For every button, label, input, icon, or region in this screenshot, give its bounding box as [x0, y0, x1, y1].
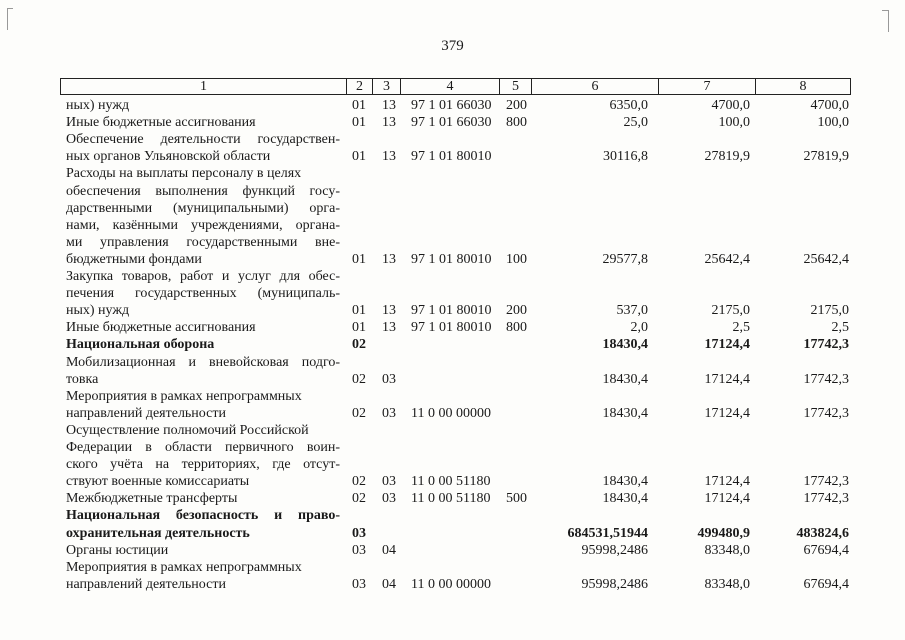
row-cell-c6: 18430,4: [602, 491, 648, 506]
row-cell-c5: 200: [506, 303, 527, 318]
table-row: [0, 218, 905, 234]
row-cell-c7: 2175,0: [711, 303, 750, 318]
row-cell-c2: 02: [352, 491, 366, 506]
header-col-7: 7: [659, 79, 756, 94]
row-cell-c7: 2,5: [732, 320, 750, 335]
row-cell-c6: 95998,2486: [581, 543, 648, 558]
row-name: Закупка товаров, работ и услуг для обес-: [66, 269, 340, 284]
row-cell-c2: 03: [352, 577, 366, 592]
row-cell-c7: 499480,9: [697, 526, 750, 541]
row-cell-c3: 04: [382, 577, 396, 592]
row-cell-c2: 02: [352, 474, 366, 489]
row-name: нами, казёнными учреждениями, органа-: [66, 218, 340, 233]
row-cell-c8: 2175,0: [810, 303, 849, 318]
row-cell-c2: 01: [352, 252, 366, 267]
row-cell-c8: 483824,6: [796, 526, 849, 541]
header-col-6: 6: [532, 79, 659, 94]
row-cell-c8: 17742,3: [803, 474, 849, 489]
table-row: [0, 526, 905, 542]
table-row: [0, 423, 905, 439]
row-cell-c8: 17742,3: [803, 406, 849, 421]
row-cell-c7: 17124,4: [704, 337, 750, 352]
table-row: [0, 508, 905, 524]
table-row: [0, 372, 905, 388]
table-row: [0, 115, 905, 131]
table-row: [0, 235, 905, 251]
row-cell-c3: 03: [382, 372, 396, 387]
row-cell-c6: 2,0: [630, 320, 648, 335]
row-cell-c4: 97 1 01 66030: [411, 98, 492, 113]
row-name: охранительная деятельность: [66, 526, 250, 541]
table-row: [0, 406, 905, 422]
row-cell-c7: 27819,9: [704, 149, 750, 164]
row-name: Органы юстиции: [66, 543, 169, 558]
header-col-3: 3: [373, 79, 401, 94]
table-row: [0, 474, 905, 490]
table-row: [0, 320, 905, 336]
row-name: Национальная безопасность и право-: [66, 508, 340, 523]
table-row: [0, 269, 905, 285]
row-cell-c8: 17742,3: [803, 372, 849, 387]
table-row: [0, 303, 905, 319]
row-name: Расходы на выплаты персоналу в целях: [66, 166, 302, 181]
row-cell-c7: 83348,0: [704, 543, 750, 558]
row-cell-c7: 17124,4: [704, 474, 750, 489]
row-cell-c8: 100,0: [817, 115, 849, 130]
row-name: направлений деятельности: [66, 577, 226, 592]
row-cell-c8: 67694,4: [803, 577, 849, 592]
row-name: ствуют военные комиссариаты: [66, 474, 250, 489]
row-cell-c6: 95998,2486: [581, 577, 648, 592]
row-cell-c4: 11 0 00 00000: [411, 577, 491, 592]
table-row: [0, 577, 905, 593]
row-cell-c7: 83348,0: [704, 577, 750, 592]
row-cell-c7: 17124,4: [704, 406, 750, 421]
row-cell-c4: 97 1 01 80010: [411, 252, 492, 267]
row-cell-c8: 4700,0: [810, 98, 849, 113]
row-name: Мероприятия в рамках непрограммных: [66, 389, 302, 404]
table-row: [0, 560, 905, 576]
page-number: 379: [441, 38, 464, 54]
row-cell-c7: 4700,0: [711, 98, 750, 113]
row-cell-c5: 500: [506, 491, 527, 506]
table-row: [0, 337, 905, 353]
row-cell-c2: 01: [352, 98, 366, 113]
row-name: Мобилизационная и вневойсковая подго-: [66, 355, 340, 370]
header-col-2: 2: [347, 79, 373, 94]
row-cell-c6: 6350,0: [609, 98, 648, 113]
row-cell-c4: 97 1 01 66030: [411, 115, 492, 130]
row-cell-c6: 18430,4: [602, 474, 648, 489]
header-col-4: 4: [401, 79, 500, 94]
row-cell-c3: 03: [382, 406, 396, 421]
row-cell-c6: 29577,8: [602, 252, 648, 267]
row-name: Осуществление полномочий Российской: [66, 423, 309, 438]
row-cell-c4: 97 1 01 80010: [411, 149, 492, 164]
row-cell-c4: 97 1 01 80010: [411, 303, 492, 318]
row-cell-c7: 17124,4: [704, 372, 750, 387]
row-cell-c8: 25642,4: [803, 252, 849, 267]
row-cell-c8: 17742,3: [803, 491, 849, 506]
row-cell-c2: 01: [352, 320, 366, 335]
row-name: обеспечения выполнения функций госу-: [66, 184, 340, 199]
row-cell-c3: 03: [382, 491, 396, 506]
row-cell-c7: 100,0: [718, 115, 750, 130]
row-cell-c5: 800: [506, 115, 527, 130]
table-row: [0, 166, 905, 182]
row-cell-c6: 537,0: [616, 303, 648, 318]
row-name: бюджетными фондами: [66, 252, 202, 267]
row-cell-c2: 02: [352, 372, 366, 387]
row-cell-c6: 25,0: [623, 115, 648, 130]
row-cell-c3: 13: [382, 149, 396, 164]
row-cell-c4: 11 0 00 51180: [411, 474, 491, 489]
table-row: [0, 355, 905, 371]
row-name: Федерации в области первичного воин-: [66, 440, 340, 455]
row-name: Межбюджетные трансферты: [66, 491, 238, 506]
row-cell-c2: 01: [352, 303, 366, 318]
row-cell-c3: 13: [382, 320, 396, 335]
table-row: [0, 98, 905, 114]
table-row: [0, 201, 905, 217]
row-cell-c8: 2,5: [831, 320, 849, 335]
table-row: [0, 286, 905, 302]
row-name: ского учёта на территориях, где отсут-: [66, 457, 340, 472]
row-name: Обеспечение деятельности государствен-: [66, 132, 340, 147]
row-name: печения государственных (муниципаль-: [66, 286, 340, 301]
row-cell-c8: 67694,4: [803, 543, 849, 558]
row-cell-c6: 18430,4: [602, 406, 648, 421]
table-row: [0, 491, 905, 507]
table-row: [0, 543, 905, 559]
row-name: Мероприятия в рамках непрограммных: [66, 560, 302, 575]
row-name: направлений деятельности: [66, 406, 226, 421]
row-cell-c2: 02: [352, 406, 366, 421]
row-cell-c6: 18430,4: [602, 337, 648, 352]
table-row: [0, 252, 905, 268]
row-cell-c3: 13: [382, 115, 396, 130]
row-cell-c7: 17124,4: [704, 491, 750, 506]
table-row: [0, 457, 905, 473]
row-cell-c4: 97 1 01 80010: [411, 320, 492, 335]
row-cell-c5: 200: [506, 98, 527, 113]
row-cell-c5: 100: [506, 252, 527, 267]
row-cell-c2: 01: [352, 149, 366, 164]
row-cell-c8: 17742,3: [803, 337, 849, 352]
row-name: дарственными (муниципальными) орга-: [66, 201, 340, 216]
row-cell-c2: 01: [352, 115, 366, 130]
row-name: ных) нужд: [66, 98, 130, 113]
row-cell-c3: 13: [382, 98, 396, 113]
row-cell-c6: 30116,8: [603, 149, 648, 164]
table-row: [0, 389, 905, 405]
row-cell-c5: 800: [506, 320, 527, 335]
row-name: Иные бюджетные ассигнования: [66, 320, 256, 335]
row-cell-c6: 18430,4: [602, 372, 648, 387]
row-cell-c4: 11 0 00 00000: [411, 406, 491, 421]
row-name: ных) нужд: [66, 303, 130, 318]
header-col-1: 1: [61, 79, 347, 94]
row-name: Национальная оборона: [66, 337, 215, 352]
table-row: [0, 149, 905, 165]
row-cell-c3: 04: [382, 543, 396, 558]
row-name: Иные бюджетные ассигнования: [66, 115, 256, 130]
row-name: ми управления государственными вне-: [66, 235, 340, 250]
row-cell-c4: 11 0 00 51180: [411, 491, 491, 506]
row-cell-c6: 684531,51944: [567, 526, 648, 541]
row-cell-c3: 13: [382, 303, 396, 318]
row-cell-c3: 03: [382, 474, 396, 489]
header-col-5: 5: [500, 79, 532, 94]
row-cell-c8: 27819,9: [803, 149, 849, 164]
table-row: [0, 440, 905, 456]
row-cell-c3: 13: [382, 252, 396, 267]
row-cell-c2: 02: [352, 337, 366, 352]
table-row: [0, 184, 905, 200]
row-cell-c2: 03: [352, 543, 366, 558]
table-row: [0, 132, 905, 148]
header-col-8: 8: [799, 79, 807, 94]
row-cell-c2: 03: [352, 526, 366, 541]
row-name: товка: [66, 372, 99, 387]
row-cell-c7: 25642,4: [704, 252, 750, 267]
row-name: ных органов Ульяновской области: [66, 149, 271, 164]
